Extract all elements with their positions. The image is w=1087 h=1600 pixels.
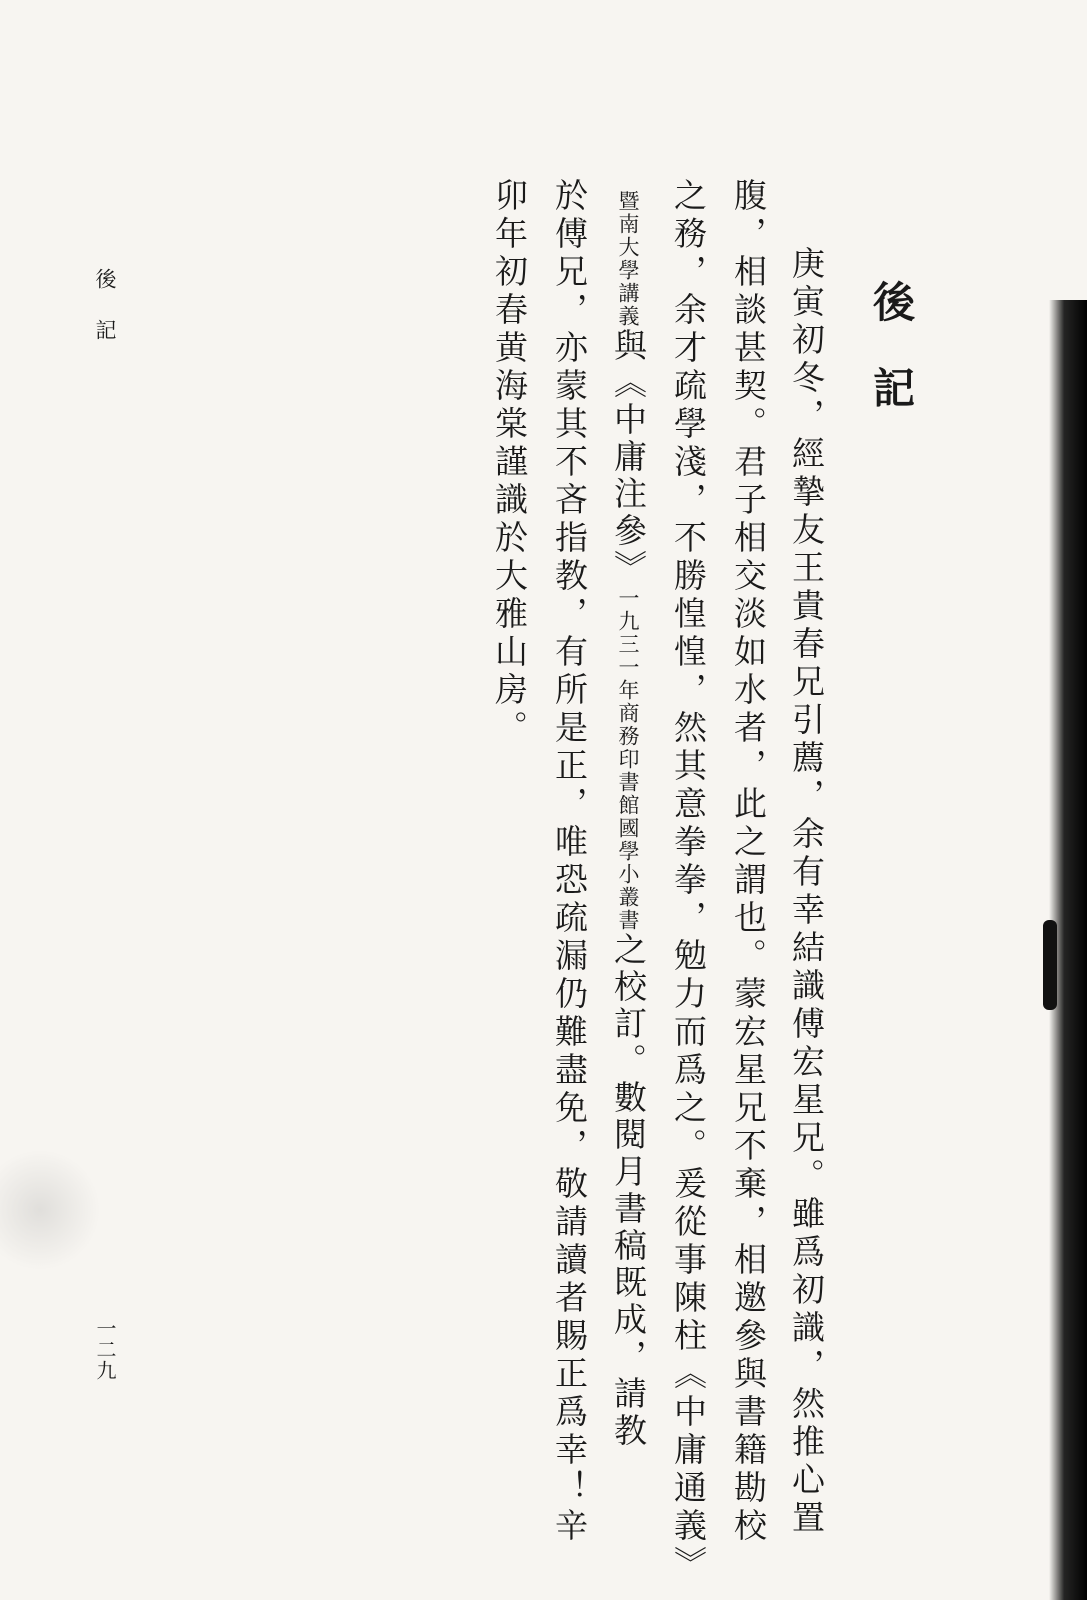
- page-number: 一二九: [93, 1318, 117, 1381]
- text-column-4: [609, 190, 648, 1450]
- text-column-6: 卯年初春黄海棠謹識於大雅山房。: [490, 178, 529, 748]
- text-column-4-small-a: 暨南大學講義: [616, 190, 640, 328]
- text-column-4-large-b: 之校訂。數閱月書稿既成，請教: [609, 932, 648, 1450]
- text-column-5: 於傅兄，亦蒙其不吝指教，有所是正，唯恐疏漏仍難盡免，敬請讀者賜正爲幸！辛: [550, 178, 589, 1546]
- text-column-4-small-b: 一九三一年商務印書館國學小叢書: [616, 587, 640, 932]
- text-column-1: 庚寅初冬，經摯友王貴春兄引薦，余有幸結識傅宏星兄。雖爲初識，然推心置: [787, 246, 826, 1538]
- chapter-title: 後記: [867, 280, 916, 452]
- running-head: 後記: [93, 268, 117, 370]
- scan-edge-notch: [1043, 920, 1057, 1010]
- text-column-4-large-a: 與《中庸注參》: [609, 328, 648, 587]
- text-column-3: 之務，余才疏學淺，不勝惶惶，然其意拳拳，勉力而爲之。爰從事陳柱《中庸通義》: [669, 178, 708, 1584]
- text-column-2: 腹，相談甚契。君子相交淡如水者，此之謂也。蒙宏星兄不棄，相邀參與書籍勘校: [729, 178, 768, 1546]
